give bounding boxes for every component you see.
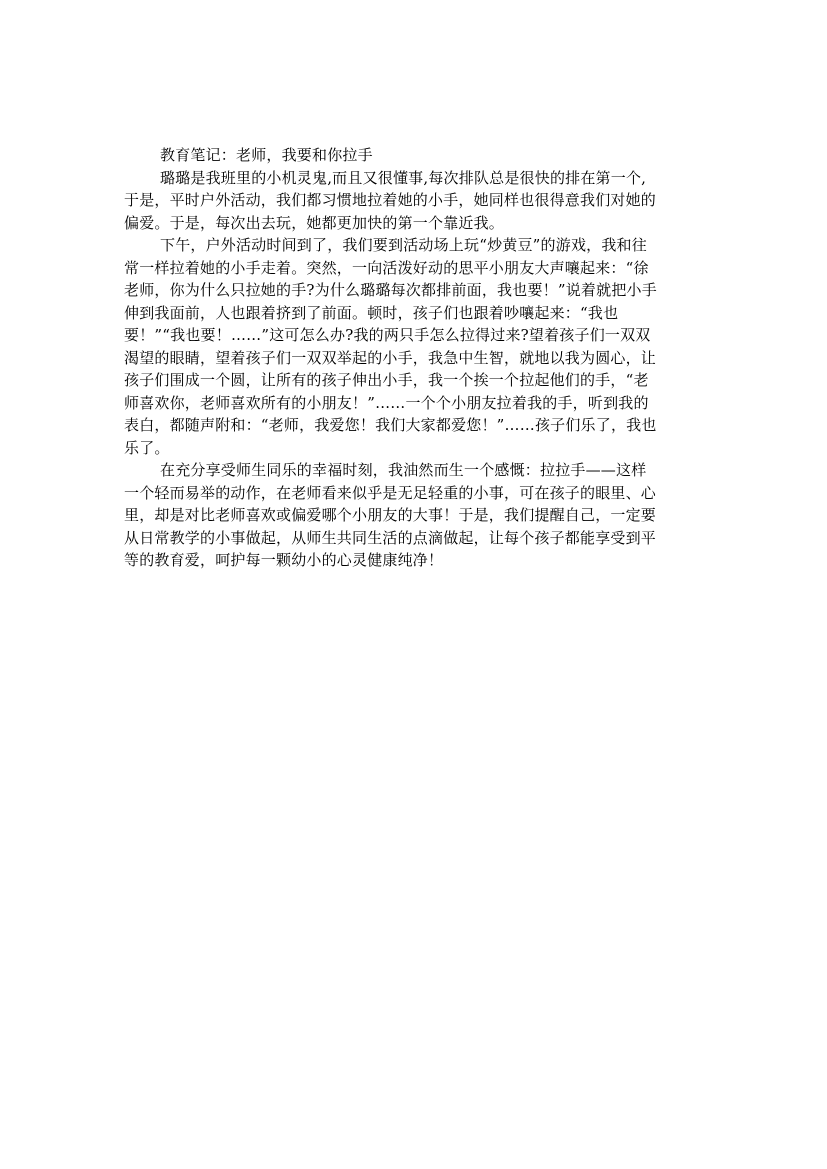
paragraph-2-line: 孩子们围成一个圆，让所有的孩子伸出小手，我一个挨一个拉起他们的手，“老: [124, 371, 649, 389]
paragraph-2-line: 表白，都随声附和：“老师，我爱您！我们大家都爱您！”……孩子们乐了，我也: [124, 416, 657, 434]
document-title: 教育笔记：老师，我要和你拉手: [160, 146, 373, 164]
paragraph-3-line: 等的教育爱，呵护每一颗幼小的心灵健康纯净！: [124, 551, 444, 569]
paragraph-1-line: 偏爱。于是，每次出去玩，她都更加快的第一个靠近我。: [124, 213, 505, 232]
paragraph-2-line: 下午，户外活动时间到了，我们要到活动场上玩“炒黄豆”的游戏，我和往: [160, 236, 647, 254]
paragraph-3-line: 在充分享受师生同乐的幸福时刻，我油然而生一个感慨：拉拉手——这样: [160, 461, 647, 479]
paragraph-2-line: 乐了。: [124, 438, 170, 457]
paragraph-2-line: 常一样拉着她的小手走着。突然，一向活泼好动的思平小朋友大声嚷起来：“徐: [124, 258, 649, 277]
paragraph-1-line: 璐璐是我班里的小机灵鬼,而且又很懂事,每次排队总是很快的排在第一个,: [160, 168, 647, 187]
paragraph-2-line: 伸到我面前，人也跟着挤到了前面。顿时，孩子们也跟着吵嚷起来：“我也: [124, 303, 619, 322]
paragraph-2-line: 要！”“我也要！……”这可怎么办?我的两只手怎么拉得过来?望着孩子们一双双: [124, 326, 651, 344]
paragraph-3-line: 一个轻而易举的动作，在老师看来似乎是无足轻重的小事，可在孩子的眼里、心: [124, 483, 657, 502]
paragraph-3-line: 里，却是对比老师喜欢或偏爱哪个小朋友的大事！于是，我们提醒自己，一定要: [124, 506, 657, 524]
paragraph-2-line: 老师，你为什么只拉她的手?为什么璐璐每次都排前面，我也要！”说着就把小手: [124, 281, 657, 299]
paragraph-1-line: 于是，平时户外活动，我们都习惯地拉着她的小手，她同样也很得意我们对她的: [124, 191, 657, 209]
paragraph-2-line: 师喜欢你，老师喜欢所有的小朋友！”……一个个小朋友拉着我的手，听到我的: [124, 393, 649, 412]
paragraph-3-line: 从日常教学的小事做起，从师生共同生活的点滴做起，让每个孩子都能享受到平: [124, 528, 657, 547]
paragraph-2-line: 渴望的眼睛，望着孩子们一双双举起的小手，我急中生智，就地以我为圆心，让: [124, 348, 657, 367]
document-body: [124, 144, 704, 572]
